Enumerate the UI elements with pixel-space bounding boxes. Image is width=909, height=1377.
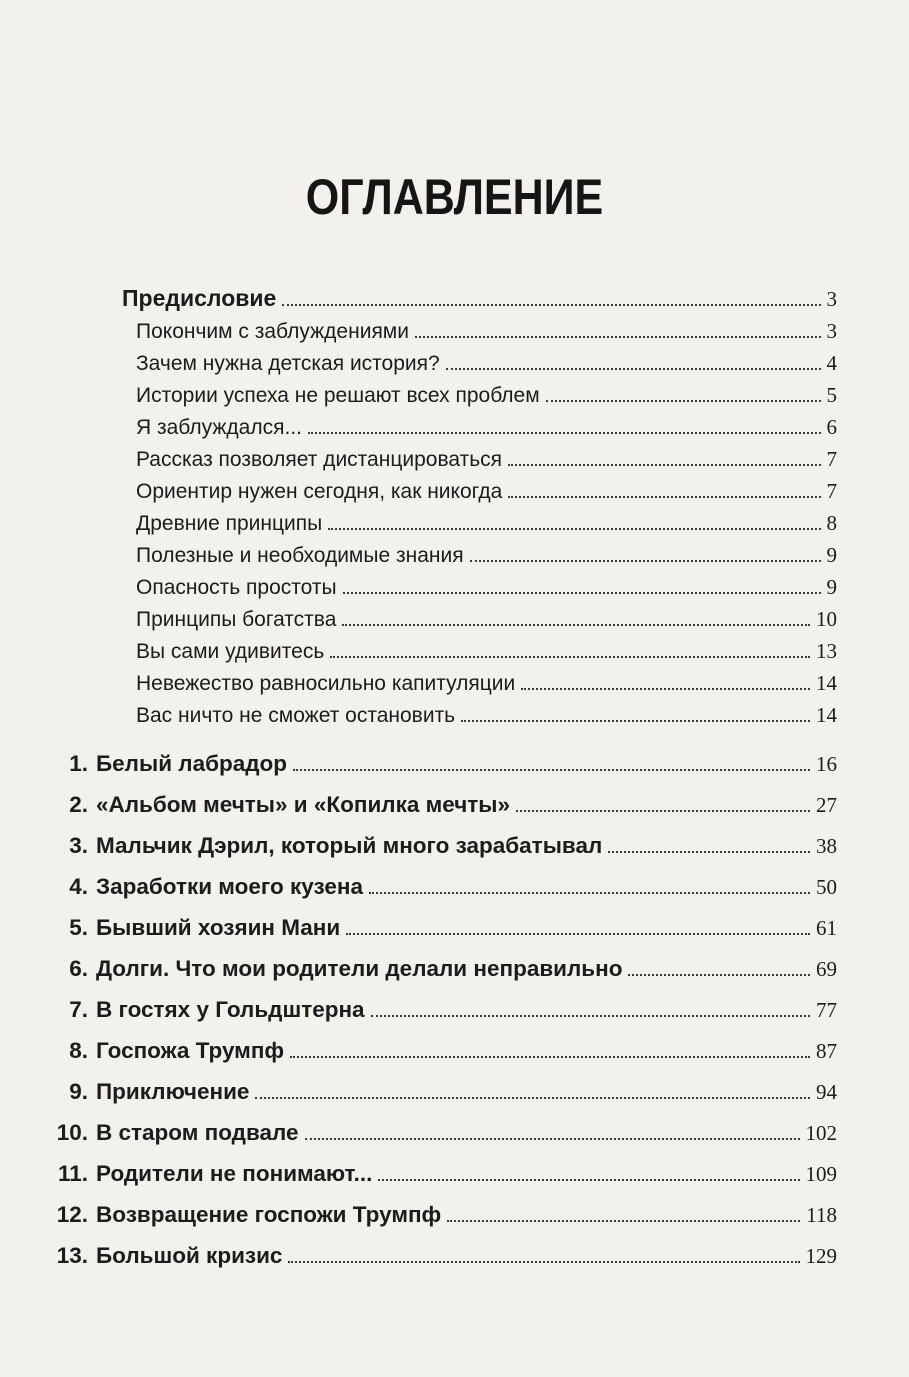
toc-entry-label: Принципы богатства — [136, 608, 337, 631]
toc-entry-label: Заработки моего кузена — [96, 874, 363, 899]
chapter-number: 3. — [69, 833, 88, 858]
toc-entry-label: Вас ничто не сможет остановить — [136, 704, 456, 727]
toc-entry-label: Ориентир нужен сегодня, как никогда — [136, 480, 503, 503]
toc-page-number: 3 — [826, 319, 837, 343]
toc-chapter-entry[interactable] — [0, 1026, 909, 1067]
dot-leader — [508, 464, 820, 466]
chapter-number: 10. — [56, 1120, 88, 1145]
chapter-number: 8. — [69, 1038, 88, 1063]
toc-subentry[interactable] — [0, 315, 909, 347]
toc-page-number: 118 — [806, 1203, 837, 1227]
toc-entry-label: Покончим с заблуждениями — [136, 320, 409, 343]
dot-leader — [305, 1138, 800, 1140]
toc-subentry[interactable] — [0, 475, 909, 507]
dot-leader — [282, 304, 820, 306]
toc-chapter-entry[interactable] — [0, 821, 909, 862]
toc-page-number: 16 — [816, 752, 837, 776]
dot-leader — [255, 1097, 810, 1099]
toc-page-number: 61 — [816, 916, 837, 940]
toc-chapter-entry[interactable] — [0, 903, 909, 944]
toc-subentry[interactable] — [0, 443, 909, 475]
dot-leader — [546, 400, 821, 402]
toc-entry-label: Опасность простоты — [136, 576, 337, 599]
dot-leader — [446, 368, 821, 370]
toc-chapter-entry[interactable] — [0, 1190, 909, 1231]
dot-leader — [328, 528, 820, 530]
dot-leader — [447, 1220, 800, 1222]
toc-subentry[interactable] — [0, 347, 909, 379]
dot-leader — [293, 769, 810, 771]
toc-entry-label: Родители не понимают... — [96, 1161, 373, 1186]
toc-page-number: 94 — [816, 1080, 837, 1104]
toc-page-number: 14 — [816, 703, 837, 727]
toc-page-number: 109 — [805, 1162, 837, 1186]
dot-leader — [343, 592, 821, 594]
toc-page-number: 9 — [826, 543, 837, 567]
toc-page-number: 50 — [816, 875, 837, 899]
toc-page-number: 10 — [816, 607, 837, 631]
toc-entry-label: Долги. Что мои родители делали неправильно — [96, 956, 623, 981]
toc-entry-label: Госпожа Трумпф — [96, 1038, 285, 1063]
toc-entry-label: Белый лабрадор — [96, 751, 288, 776]
toc-page-number: 4 — [826, 351, 837, 375]
dot-leader — [378, 1179, 799, 1181]
toc-subentry[interactable] — [0, 699, 909, 731]
dot-leader — [516, 810, 810, 812]
toc-entry-label: Мальчик Дэрил, который много зарабатывал — [96, 833, 603, 858]
toc-entry-label: Бывший хозяин Мани — [96, 915, 341, 940]
dot-leader — [461, 720, 810, 722]
toc-entry-preface[interactable] — [0, 285, 909, 315]
toc-entry-label: Предисловие — [122, 285, 277, 311]
toc-entry-label: Истории успеха не решают всех проблем — [136, 384, 540, 407]
dot-leader — [608, 851, 810, 853]
chapter-number: 1. — [69, 751, 88, 776]
toc-chapter-entry[interactable] — [0, 1231, 909, 1272]
toc-entry-label: Вы сами удивитесь — [136, 640, 325, 663]
toc-chapter-entry[interactable] — [0, 1067, 909, 1108]
toc-page-number: 8 — [826, 511, 837, 535]
toc-page-number: 69 — [816, 957, 837, 981]
preface-subsections — [0, 315, 909, 731]
toc-entry-label: Возвращение госпожи Трумпф — [96, 1202, 442, 1227]
chapter-number: 7. — [69, 997, 88, 1022]
dot-leader — [342, 624, 810, 626]
toc-page-number: 77 — [816, 998, 837, 1022]
page-title: ОГЛАВЛЕНИЕ — [305, 169, 604, 225]
chapter-number: 4. — [69, 874, 88, 899]
toc-page-number: 38 — [816, 834, 837, 858]
toc-chapter-entry[interactable] — [0, 739, 909, 780]
table-of-contents — [0, 285, 909, 1272]
toc-subentry[interactable] — [0, 411, 909, 443]
dot-leader — [628, 974, 810, 976]
toc-page-number: 7 — [826, 447, 837, 471]
toc-page-number: 129 — [805, 1244, 837, 1268]
toc-chapter-entry[interactable] — [0, 1108, 909, 1149]
dot-leader — [415, 336, 821, 338]
dot-leader — [288, 1261, 799, 1263]
dot-leader — [521, 688, 810, 690]
toc-entry-label: Зачем нужна детская история? — [136, 352, 440, 375]
dot-leader — [330, 656, 810, 658]
toc-entry-label: Большой кризис — [96, 1243, 283, 1268]
chapter-number: 5. — [69, 915, 88, 940]
toc-page-number: 102 — [805, 1121, 837, 1145]
toc-subentry[interactable] — [0, 635, 909, 667]
toc-subentry[interactable] — [0, 571, 909, 603]
chapter-number: 12. — [56, 1202, 88, 1227]
toc-page-number: 87 — [816, 1039, 837, 1063]
dot-leader — [346, 933, 810, 935]
dot-leader — [290, 1056, 810, 1058]
chapter-number: 13. — [56, 1243, 88, 1268]
dot-leader — [470, 560, 821, 562]
toc-entry-label: Древние принципы — [136, 512, 323, 535]
toc-page-number: 27 — [816, 793, 837, 817]
toc-entry-label: Полезные и необходимые знания — [136, 544, 464, 567]
dot-leader — [508, 496, 820, 498]
chapter-list — [0, 739, 909, 1272]
toc-page-number: 5 — [826, 383, 837, 407]
dot-leader — [371, 1015, 810, 1017]
toc-entry-label: Невежество равносильно капитуляции — [136, 672, 516, 695]
chapter-number: 11. — [57, 1161, 88, 1186]
toc-page-number: 6 — [826, 415, 837, 439]
toc-entry-label: Рассказ позволяет дистанцироваться — [136, 448, 503, 471]
toc-entry-label: «Альбом мечты» и «Копилка мечты» — [96, 792, 511, 817]
dot-leader — [308, 432, 821, 434]
toc-page-number: 14 — [816, 671, 837, 695]
toc-page-number: 13 — [816, 639, 837, 663]
toc-subentry[interactable] — [0, 379, 909, 411]
dot-leader — [369, 892, 810, 894]
toc-chapter-entry[interactable] — [0, 1149, 909, 1190]
toc-chapter-entry[interactable] — [0, 780, 909, 821]
toc-entry-label: Приключение — [96, 1079, 250, 1104]
toc-subentry[interactable] — [0, 507, 909, 539]
toc-subentry[interactable] — [0, 539, 909, 571]
toc-chapter-entry[interactable] — [0, 862, 909, 903]
toc-subentry[interactable] — [0, 603, 909, 635]
toc-entry-label: В старом подвале — [96, 1120, 299, 1145]
toc-chapter-entry[interactable] — [0, 985, 909, 1026]
toc-entry-label: Я заблуждался... — [136, 416, 302, 439]
chapter-number: 2. — [69, 792, 88, 817]
chapter-number: 9. — [69, 1079, 88, 1104]
chapter-number: 6. — [69, 956, 88, 981]
toc-subentry[interactable] — [0, 667, 909, 699]
toc-chapter-entry[interactable] — [0, 944, 909, 985]
toc-page-number: 9 — [826, 575, 837, 599]
toc-page-number: 7 — [826, 479, 837, 503]
toc-entry-label: В гостях у Гольдштерна — [96, 997, 365, 1022]
toc-page-number: 3 — [826, 287, 837, 311]
